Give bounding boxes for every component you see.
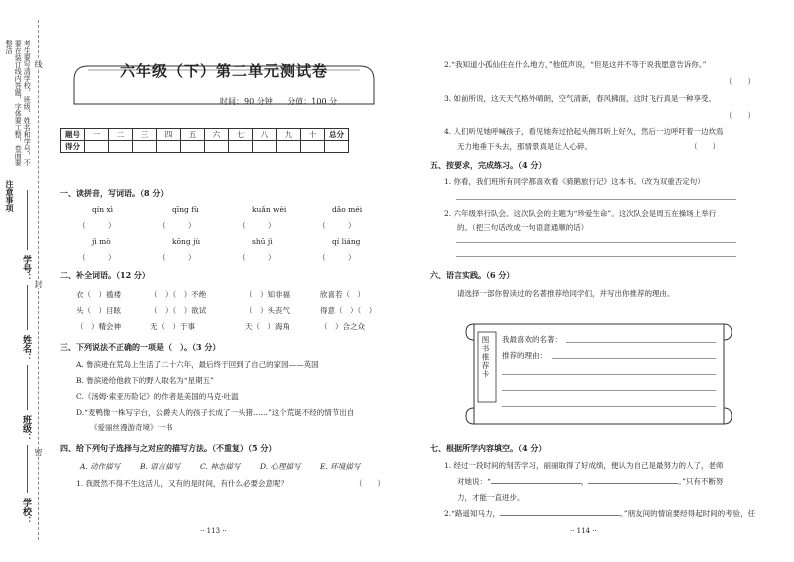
class-label: 班级： <box>21 415 31 442</box>
s7-q1-comma: ， <box>580 477 589 486</box>
school-field[interactable] <box>27 445 28 493</box>
r-q4-answer[interactable]: （ ） <box>690 142 720 151</box>
score-cell[interactable] <box>325 141 349 153</box>
card-favorite-label: 我最喜欢的名著： <box>502 335 562 344</box>
idiom-fill-item[interactable]: 无（ ）于事 <box>150 322 195 331</box>
card-reason-line-2[interactable] <box>502 374 716 375</box>
idiom-fill-item[interactable]: 衣（ ）褴褛 <box>76 290 121 299</box>
idiom-fill-item[interactable]: 欣喜若（ ） <box>320 290 365 299</box>
idiom-fill-item[interactable]: （ ）知非福 <box>245 290 290 299</box>
s5-q1-line[interactable] <box>456 199 736 200</box>
pinyin-answer-box[interactable]: （ ） <box>318 221 356 230</box>
r-q4: 4. 人们听见她呼喊孩子，看见她奔过拾起头侧耳听上好久，然后一边呼吁着一边炊焉 <box>444 127 724 136</box>
exam-meta <box>220 96 337 107</box>
score-cell[interactable] <box>253 141 277 153</box>
score-header-cell: 总分 <box>325 129 349 141</box>
s3-option-c: C.《汤姆·索亚历险记》的作者是美国的马克·吐温 <box>76 392 239 401</box>
s7-q2-prefix: 2.“路遥知马力， <box>444 509 500 518</box>
pinyin-label: kōng jù <box>172 237 201 246</box>
pinyin-answer-box[interactable]: （ ） <box>78 221 116 230</box>
pinyin-label: dǎo méi <box>332 205 363 214</box>
r-q3: 3. 如前所说，这天天气格外晴朗，空气清新，春风拂面，这时飞行真是一种享受。 <box>444 94 717 103</box>
pinyin-answer-box[interactable]: （ ） <box>158 253 196 262</box>
section-3-title: 三、下列说法不正确的一项是（ ）。（3 分） <box>60 342 221 352</box>
card-reason-line-4[interactable] <box>502 406 716 407</box>
r-q2: 2.“我知道小孤仙住在什么地方，”他低声说，“但是这并不等于说我愿意告诉你。” <box>444 60 707 69</box>
section-4-title: 四、给下列句子选择与之对应的描写方法。（不重复）（5 分） <box>60 443 277 453</box>
card-reason-line-3[interactable] <box>502 390 716 391</box>
s3-option-a: A. 鲁滨逊在荒岛上生活了二十六年，最后终于回到了自己的家园——英国 <box>76 360 319 369</box>
score-table-score-row <box>61 141 349 153</box>
school-label: 学校： <box>21 498 31 525</box>
r-q3-answer[interactable]: （ ） <box>725 111 755 120</box>
score-cell[interactable] <box>133 141 157 153</box>
s7-q2-suffix: 。”朋友间的情谊要经得起时间的考验，任 <box>620 509 756 518</box>
page-title: 六年级（下）第二单元测试卷 <box>119 62 328 80</box>
pinyin-label: jì mò <box>92 237 111 246</box>
idiom-fill-item[interactable]: （ ）（ ）欲试 <box>150 306 207 315</box>
idiom-fill-item[interactable]: （ ）合之众 <box>320 322 365 331</box>
s4-q1-answer[interactable]: （ ） <box>355 479 385 488</box>
s7-q1: 1. 经过一段时间的刻苦学习，丽丽取得了好成绩，便认为自己是最努力的人了，老师 <box>444 461 724 470</box>
s7-q1-blank-1[interactable] <box>491 483 581 484</box>
s7-q1-blank-2[interactable] <box>588 483 678 484</box>
score-header-cell: 九 <box>277 129 301 141</box>
s7-q2 <box>444 508 755 519</box>
score-header-cell: 十 <box>301 129 325 141</box>
score-cell[interactable] <box>205 141 229 153</box>
score-cell[interactable] <box>109 141 133 153</box>
s6-instruction: 请选择一部你曾读过的名著推荐给同学们，并写出你推荐的理由。 <box>457 289 675 298</box>
idiom-fill-item[interactable]: （ ）头丧气 <box>245 306 290 315</box>
section-5-title: 五、按要求，完成练习。（4 分） <box>430 160 547 170</box>
score-header-cell: 四 <box>157 129 181 141</box>
s7-q1-suffix: 。”只有不断努 <box>678 477 724 486</box>
s5-q2-cont: 的。（把三句话改成一句语意通顺的话） <box>457 223 589 232</box>
page-number-left: ·· 113 ·· <box>200 527 227 535</box>
score-row-label: 得分 <box>61 141 85 153</box>
section-1-title: 一、读拼音，写词语。（8 分） <box>60 188 169 198</box>
s3-option-d-cont: 《爱丽丝漫游奇境》一书 <box>90 423 173 432</box>
description-method-option: B. 语言描写 <box>140 462 181 471</box>
pinyin-label: kuǎn wèi <box>252 205 287 214</box>
s7-q2-blank[interactable] <box>500 515 620 516</box>
card-favorite-line[interactable] <box>566 342 716 343</box>
description-method-option: E. 环境描写 <box>320 462 361 471</box>
pinyin-answer-box[interactable]: （ ） <box>158 221 196 230</box>
idiom-fill-item[interactable]: 头（ ）目眩 <box>76 306 121 315</box>
pinyin-label: qīng fù <box>172 205 199 214</box>
binding-strip <box>0 0 60 562</box>
card-side-label: 图书推荐卡 <box>481 336 490 379</box>
attention-label: 注意事项 <box>5 180 15 212</box>
score-header-cell: 题号 <box>61 129 85 141</box>
pinyin-answer-box[interactable]: （ ） <box>78 253 116 262</box>
description-method-option: A. 动作描写 <box>80 462 121 471</box>
idiom-fill-item[interactable]: （ ）（ ）不绝 <box>150 290 207 299</box>
score-header-cell: 二 <box>109 129 133 141</box>
s5-q2: 2. 六年级举行队会。这次队会的主题为“珍爱生命”。这次队会是周五在操场上举行 <box>444 209 717 218</box>
s5-q2-line-1[interactable] <box>456 242 736 243</box>
card-reason-label: 推荐的理由： <box>502 351 547 360</box>
description-method-option: D. 心理描写 <box>260 462 301 471</box>
idiom-fill-item[interactable]: 得意（ ）（ ） <box>320 306 377 315</box>
score-header-cell: 五 <box>181 129 205 141</box>
s7-q1-end: 力，才能一直进步。 <box>457 493 525 502</box>
score-header-cell: 七 <box>229 129 253 141</box>
score-table <box>60 128 349 153</box>
score-cell[interactable] <box>229 141 253 153</box>
score-cell[interactable] <box>277 141 301 153</box>
idiom-fill-item[interactable]: （ ）精会神 <box>76 322 121 331</box>
seal-feng: 封 <box>34 280 43 288</box>
pinyin-answer-box[interactable]: （ ） <box>238 253 276 262</box>
s3-option-b: B. 鲁滨逊给他救下的野人取名为“星期五” <box>76 376 214 385</box>
score-header-cell: 六 <box>205 129 229 141</box>
seal-mi: 密 <box>34 448 43 456</box>
score-header-cell: 三 <box>133 129 157 141</box>
pinyin-label: qín xì <box>92 205 114 214</box>
score-cell[interactable] <box>301 141 325 153</box>
s7-q1-prefix: 对她说：“ <box>457 477 491 486</box>
exam-time: 时间：90 分钟 <box>220 97 273 106</box>
section-6-title: 六、语言实践。（6 分） <box>430 270 515 280</box>
class-field[interactable] <box>27 365 28 410</box>
pinyin-label: shū jì <box>252 237 273 246</box>
exam-score: 分值：100 分 <box>287 97 338 106</box>
s7-q1-cont <box>457 476 723 487</box>
score-cell[interactable] <box>85 141 109 153</box>
idiom-fill-item[interactable]: 天（ ）海角 <box>245 322 290 331</box>
name-field[interactable] <box>27 285 28 330</box>
s5-q2-line-2[interactable] <box>456 256 736 257</box>
pinyin-answer-box[interactable]: （ ） <box>318 253 356 262</box>
s5-q1: 1. 你看，我们班所有同学都喜欢看《骑鹅旅行记》这本书。（改为双重否定句） <box>444 177 705 186</box>
name-label: 姓名： <box>21 335 31 362</box>
card-reason-line-1[interactable] <box>552 358 716 359</box>
r-q2-answer[interactable]: （ ） <box>725 77 755 86</box>
number-label: 学号： <box>21 255 31 282</box>
pinyin-label: qí liáng <box>332 237 361 246</box>
section-7-title: 七、根据所学内容填空。（4 分） <box>430 443 547 453</box>
pinyin-answer-box[interactable]: （ ） <box>238 221 276 230</box>
description-method-option: C. 神态描写 <box>200 462 241 471</box>
r-q4-cont: 无力地垂下头去，那情景真是让人心碎。 <box>457 142 592 151</box>
score-header-cell: 八 <box>253 129 277 141</box>
score-cell[interactable] <box>181 141 205 153</box>
s4-question-1: 1. 我既然不得不生这活儿，又有的是时间，有什么必要会意呢？ <box>76 479 289 488</box>
s3-option-d: D.“麦鸭像一株写字台，公爵夫人的孩子长成了一头猪……”这个荒诞不经的情节出自 <box>76 408 355 417</box>
seal-xian: 线 <box>34 60 43 68</box>
score-cell[interactable] <box>157 141 181 153</box>
page-number-right: ·· 114 ·· <box>570 527 597 535</box>
number-field[interactable] <box>27 190 28 250</box>
score-table-header-row <box>61 129 349 141</box>
binding-notes: 考生要写清学校、班级、姓名和学号，不要在装订线内答题，字体要工整，卷面要整洁 <box>5 40 32 166</box>
score-header-cell: 一 <box>85 129 109 141</box>
section-2-title: 二、补全词语。（12 分） <box>60 270 150 280</box>
